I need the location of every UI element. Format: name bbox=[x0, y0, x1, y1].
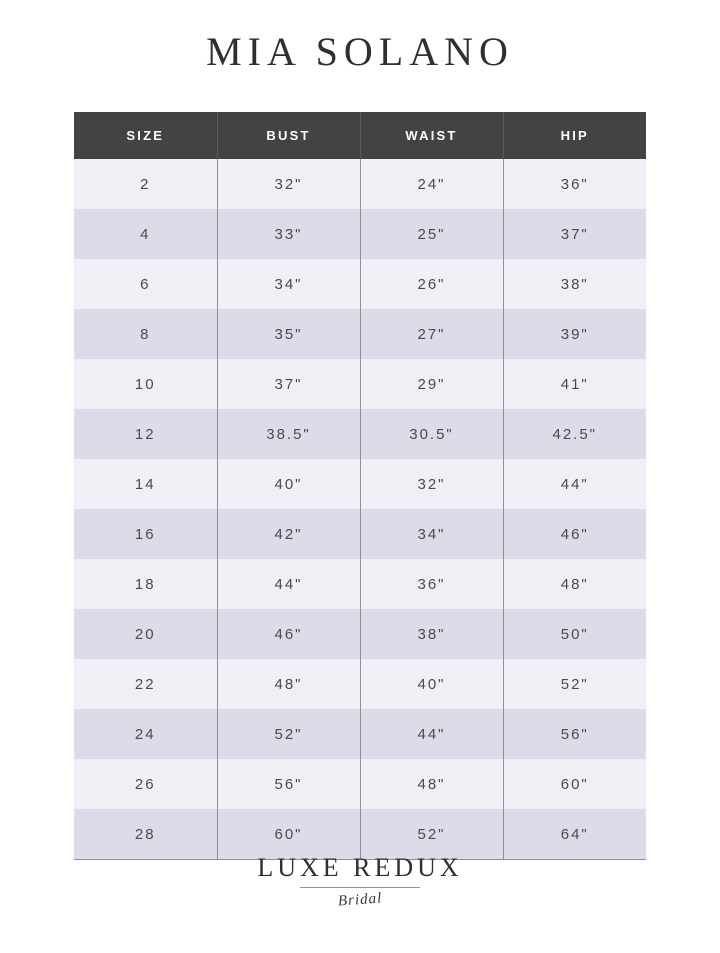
cell-size: 26 bbox=[74, 759, 217, 809]
cell-bust: 60" bbox=[217, 809, 360, 860]
cell-waist: 27" bbox=[360, 309, 503, 359]
cell-hip: 42.5" bbox=[503, 409, 646, 459]
cell-waist: 36" bbox=[360, 559, 503, 609]
size-chart-table bbox=[74, 112, 646, 860]
footer-logo-script: Bridal bbox=[337, 890, 383, 910]
cell-waist: 30.5" bbox=[360, 409, 503, 459]
size-chart-table-wrap bbox=[74, 112, 646, 860]
cell-size: 10 bbox=[74, 359, 217, 409]
cell-size: 16 bbox=[74, 509, 217, 559]
cell-bust: 37" bbox=[217, 359, 360, 409]
cell-hip: 46" bbox=[503, 509, 646, 559]
cell-waist: 26" bbox=[360, 259, 503, 309]
footer-logo bbox=[0, 855, 720, 909]
page-title: MIA SOLANO bbox=[206, 29, 514, 74]
table-row bbox=[74, 509, 646, 559]
cell-hip: 41" bbox=[503, 359, 646, 409]
cell-waist: 48" bbox=[360, 759, 503, 809]
cell-bust: 44" bbox=[217, 559, 360, 609]
cell-waist: 32" bbox=[360, 459, 503, 509]
cell-hip: 64" bbox=[503, 809, 646, 860]
cell-hip: 52" bbox=[503, 659, 646, 709]
cell-waist: 40" bbox=[360, 659, 503, 709]
cell-hip: 50" bbox=[503, 609, 646, 659]
cell-bust: 40" bbox=[217, 459, 360, 509]
cell-bust: 38.5" bbox=[217, 409, 360, 459]
cell-hip: 60" bbox=[503, 759, 646, 809]
table-row bbox=[74, 209, 646, 259]
cell-size: 12 bbox=[74, 409, 217, 459]
cell-bust: 33" bbox=[217, 209, 360, 259]
table-row bbox=[74, 259, 646, 309]
cell-bust: 35" bbox=[217, 309, 360, 359]
cell-size: 8 bbox=[74, 309, 217, 359]
cell-size: 6 bbox=[74, 259, 217, 309]
cell-size: 14 bbox=[74, 459, 217, 509]
footer-divider bbox=[300, 887, 420, 888]
footer-logo-primary: LUXE REDUX bbox=[257, 853, 463, 882]
cell-size: 4 bbox=[74, 209, 217, 259]
cell-hip: 36" bbox=[503, 159, 646, 209]
table-row bbox=[74, 559, 646, 609]
table-row bbox=[74, 309, 646, 359]
cell-size: 20 bbox=[74, 609, 217, 659]
cell-waist: 25" bbox=[360, 209, 503, 259]
cell-bust: 56" bbox=[217, 759, 360, 809]
cell-hip: 37" bbox=[503, 209, 646, 259]
cell-bust: 42" bbox=[217, 509, 360, 559]
cell-bust: 46" bbox=[217, 609, 360, 659]
column-header-hip: HIP bbox=[503, 112, 646, 159]
column-header-size: SIZE bbox=[74, 112, 217, 159]
table-row bbox=[74, 409, 646, 459]
table-row bbox=[74, 809, 646, 860]
cell-size: 22 bbox=[74, 659, 217, 709]
cell-size: 24 bbox=[74, 709, 217, 759]
table-row bbox=[74, 709, 646, 759]
cell-waist: 34" bbox=[360, 509, 503, 559]
table-header-row bbox=[74, 112, 646, 159]
column-header-waist: WAIST bbox=[360, 112, 503, 159]
cell-bust: 32" bbox=[217, 159, 360, 209]
cell-waist: 24" bbox=[360, 159, 503, 209]
cell-hip: 48" bbox=[503, 559, 646, 609]
cell-hip: 38" bbox=[503, 259, 646, 309]
cell-hip: 39" bbox=[503, 309, 646, 359]
cell-bust: 48" bbox=[217, 659, 360, 709]
cell-waist: 29" bbox=[360, 359, 503, 409]
cell-hip: 56" bbox=[503, 709, 646, 759]
cell-size: 28 bbox=[74, 809, 217, 860]
table-row bbox=[74, 459, 646, 509]
table-row bbox=[74, 759, 646, 809]
table-row bbox=[74, 359, 646, 409]
cell-bust: 34" bbox=[217, 259, 360, 309]
table-row bbox=[74, 159, 646, 209]
table-row bbox=[74, 659, 646, 709]
table-header bbox=[74, 112, 646, 159]
column-header-bust: BUST bbox=[217, 112, 360, 159]
cell-size: 18 bbox=[74, 559, 217, 609]
cell-size: 2 bbox=[74, 159, 217, 209]
cell-waist: 44" bbox=[360, 709, 503, 759]
table-body bbox=[74, 159, 646, 860]
table-row bbox=[74, 609, 646, 659]
cell-waist: 52" bbox=[360, 809, 503, 860]
cell-bust: 52" bbox=[217, 709, 360, 759]
cell-hip: 44" bbox=[503, 459, 646, 509]
cell-waist: 38" bbox=[360, 609, 503, 659]
